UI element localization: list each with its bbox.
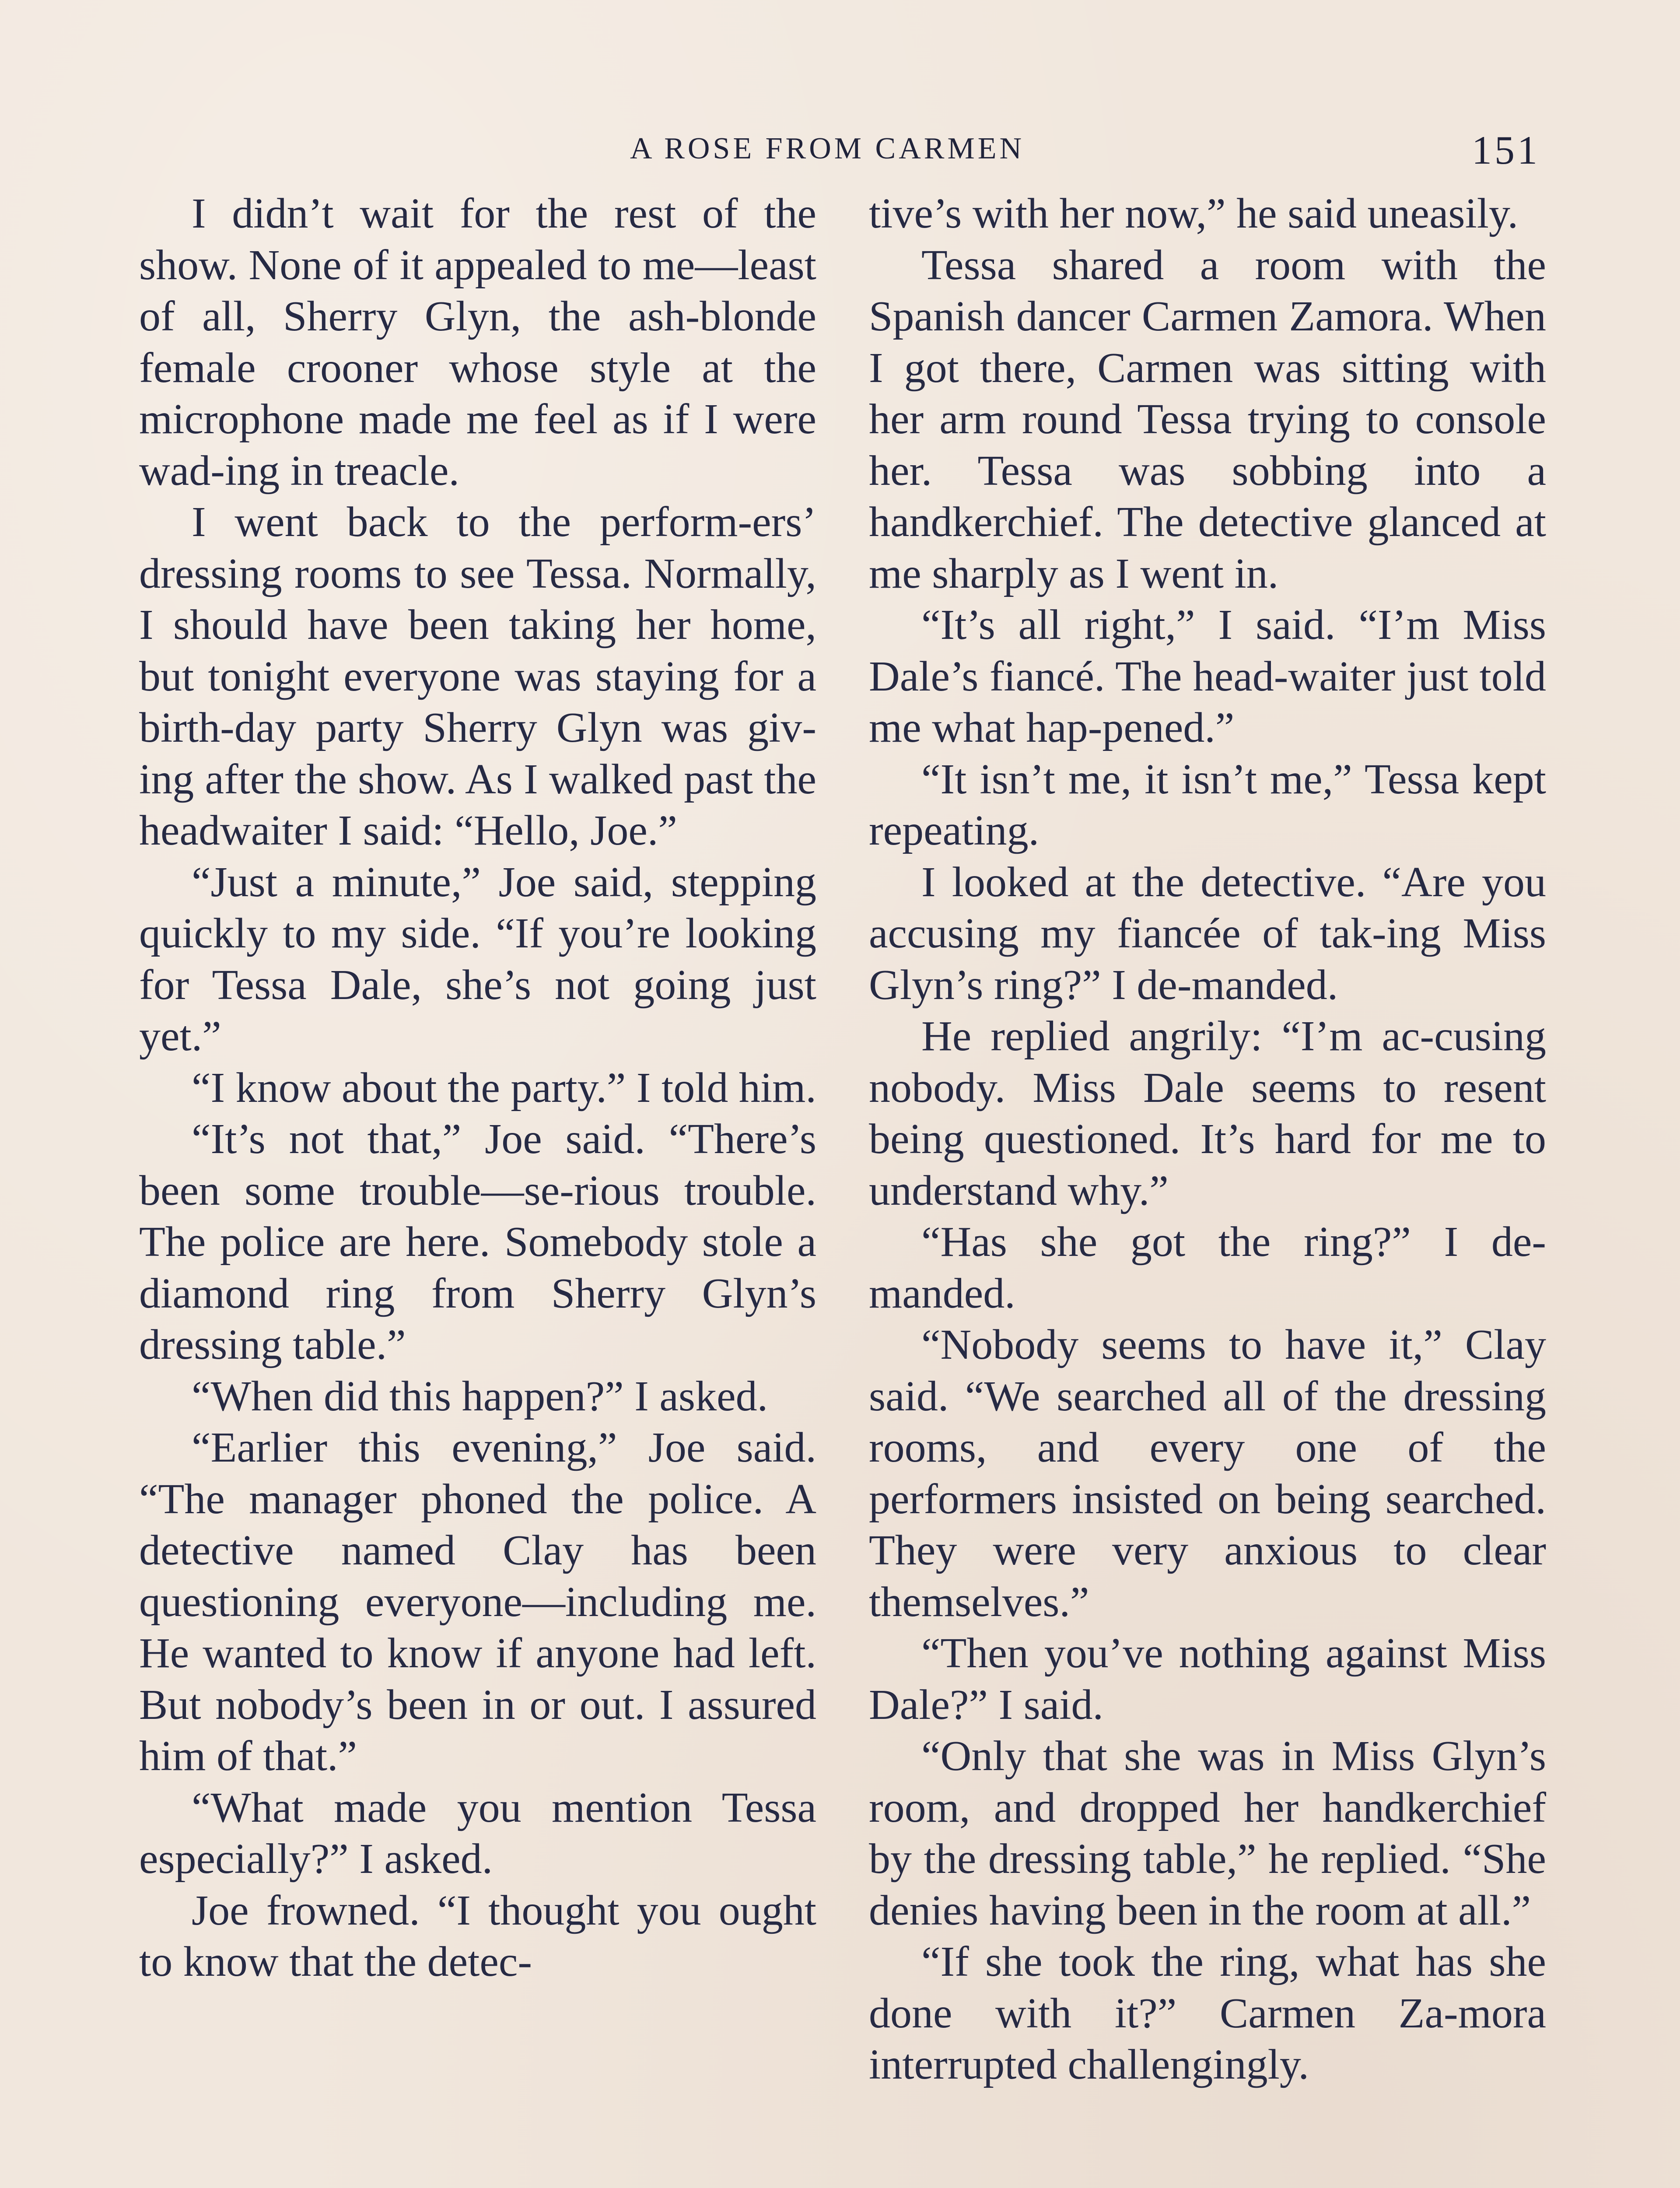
paragraph: “When did this happen?” I asked.: [192, 1372, 768, 1420]
paragraph: “It’s all right,” I said. “I’m Miss Dale’s fiancé. The head-waiter just told me what hap-pened.”: [869, 601, 1546, 751]
paragraph: I looked at the detective. “Are you accusing my fiancée of tak-ing Miss Glyn’s ring?” I de-manded.: [869, 858, 1546, 1009]
paragraph: “Has she got the ring?” I de-manded.: [869, 1218, 1546, 1317]
paragraph: I didn’t wait for the rest of the show. None of it appealed to me—least of all, Sherry Glyn, the ash-blonde female crooner whose style at the microphone made me feel as if I were wad-ing in treacle.: [139, 190, 816, 494]
paragraph: “It isn’t me, it isn’t me,” Tessa kept repeating.: [869, 755, 1546, 854]
paragraph: “Nobody seems to have it,” Clay said. “We searched all of the dressing rooms, and every one of the performers insisted on being searched. They were very anxious to clear themselves.”: [869, 1321, 1546, 1626]
text-columns: [139, 188, 1548, 2188]
paragraph: He replied angrily: “I’m ac-cusing nobody. Miss Dale seems to resent being questioned. It’s hard for me to understand why.”: [869, 1013, 1546, 1214]
paragraph: “I know about the party.” I told him.: [192, 1064, 816, 1112]
paragraph: “It’s not that,” Joe said. “There’s been some trouble—se-rious trouble. The police are here. Somebody stole a diamond ring from Sherry Glyn’s dressing table.”: [139, 1115, 816, 1368]
paragraph: tive’s with her now,” he said uneasily.: [869, 190, 1519, 237]
paragraph: “Only that she was in Miss Glyn’s room, and dropped her handkerchief by the dressing table,” he replied. “She denies having been in the room at all.”: [869, 1732, 1546, 1934]
left-column: [139, 188, 816, 1988]
paragraph: Joe frowned. “I thought you ought to know that the detec-: [139, 1886, 816, 1985]
running-title: A ROSE FROM CARMEN: [630, 132, 1025, 165]
paragraph: I went back to the perform-ers’ dressing rooms to see Tessa. Normally, I should have been taking her home, but tonight everyone was staying for a birth-day party Sherry Glyn was giv-ing after the show. As I walked past the headwaiter I said: “Hello, Joe.”: [139, 498, 816, 854]
page-number: 151: [1472, 128, 1540, 172]
paragraph: “What made you mention Tessa especially?” I asked.: [139, 1784, 816, 1883]
paragraph: Tessa shared a room with the Spanish dancer Carmen Zamora. When I got there, Carmen was sitting with her arm round Tessa trying to console her. Tessa was sobbing into a handkerchief. The detective glanced at me sharply as I went in.: [869, 241, 1546, 597]
paragraph: “Just a minute,” Joe said, stepping quickly to my side. “If you’re looking for Tessa Dale, she’s not going just yet.”: [139, 858, 816, 1060]
paragraph: “Earlier this evening,” Joe said. “The manager phoned the police. A detective named Clay has been questioning everyone—including me. He wanted to know if anyone had left. But nobody’s been in or out. I assured him of that.”: [139, 1424, 816, 1780]
paragraph: “If she took the ring, what has she done with it?” Carmen Za-mora interrupted challengingly.: [869, 1938, 1546, 2088]
paragraph: “Then you’ve nothing against Miss Dale?” I said.: [869, 1630, 1546, 1729]
right-column: [869, 188, 1546, 2091]
running-header: [630, 128, 1540, 175]
